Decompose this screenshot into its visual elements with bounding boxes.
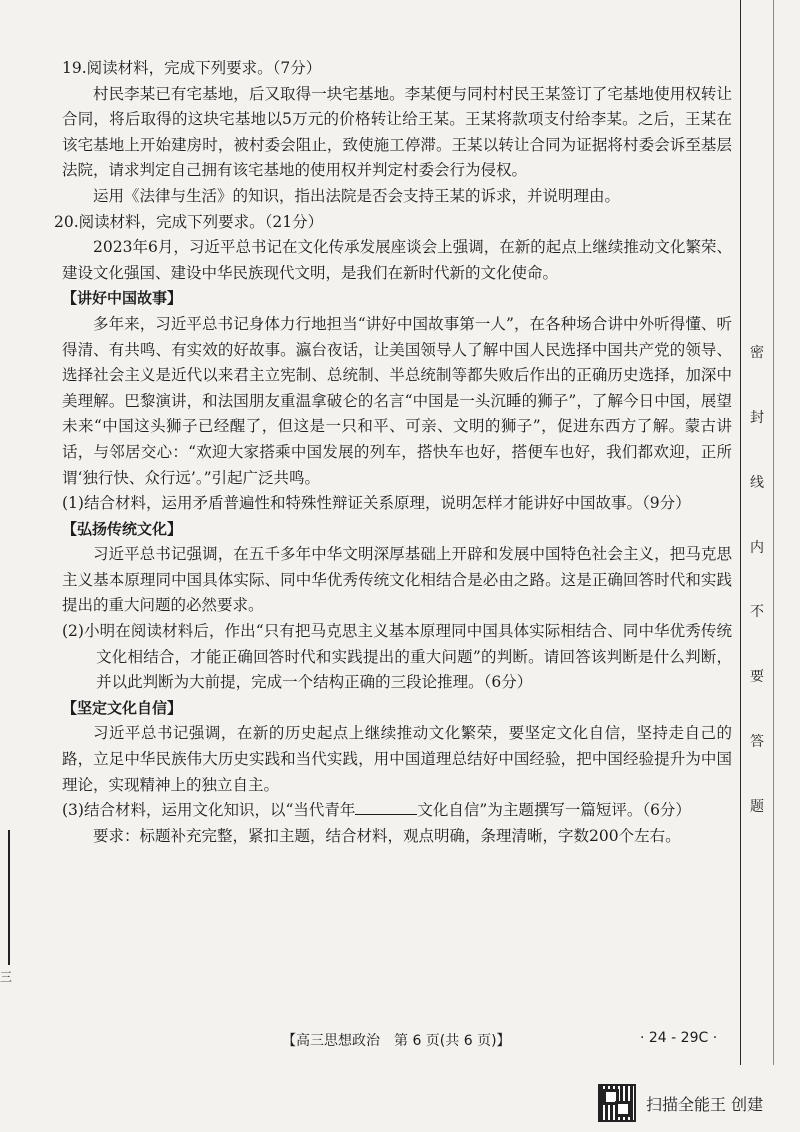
scanner-watermark <box>598 1084 763 1122</box>
seal-char: 答 <box>750 734 764 751</box>
sub-question-1: (1)结合材料，运用矛盾普遍性和特殊性辩证关系原理，说明怎样才能讲好中国故事。（9分） <box>62 494 691 513</box>
seal-char: 线 <box>750 474 764 491</box>
seal-char: 不 <box>750 604 764 621</box>
sub-question-3-requirements: 要求：标题补充完整，紧扣主题，结合材料，观点明确，条理清晰，字数200个左右。 <box>93 826 681 845</box>
scanner-label: 扫描全能王 创建 <box>646 1094 764 1114</box>
qr-code-icon <box>598 1084 636 1122</box>
section-tell-china-stories-title: 【讲好中国故事】 <box>62 289 183 308</box>
seal-char: 内 <box>750 539 764 556</box>
sub-question-3-suffix: 文化自信”为主题撰写一篇短评。（6分） <box>417 801 691 820</box>
section-cultural-confidence-title: 【坚定文化自信】 <box>62 698 183 717</box>
sub-question-2: (2)小明在阅读材料后，作出“只有把马克思主义基本原理同中国具体实际相结合、同中华优秀传统文化相结合，才能正确回答时代和实践提出的重大问题”的判断。请回答该判断是什么判断，并以此判断为大前提，完成一个结构正确的三段论推理。（6分） <box>62 622 732 692</box>
seal-line-notice <box>741 345 773 815</box>
sub-question-3-prefix: (3)结合材料，运用文化知识，以“当代青年 <box>62 801 356 820</box>
seal-char: 封 <box>750 409 764 426</box>
footer-page-info: 【高三思想政治 第 6 页(共 6 页)】 <box>282 1033 511 1049</box>
seal-char: 要 <box>750 669 764 686</box>
question-20-intro: 2023年6月，习近平总书记在文化传承发展座谈会上强调，在新的起点上继续推动文化繁荣、建设文化强国、建设中华民族现代文明，是我们在新时代新的文化使命。 <box>62 238 732 282</box>
question-19-material: 村民李某已有宅基地，后又取得一块宅基地。李某便与同村村民王某签订了宅基地使用权转让合同，将后取得的这块宅基地以5万元的价格转让给王某。王某将款项支付给李某。之后，王某在该宅基地上开始建房时，被村委会阻止，致使施工停滞。王某以转让合同为证据将村委会诉至基层法院，请求判定自己拥有该宅基地的使用权并判定村委会行为侵权。 <box>62 84 732 180</box>
question-19-task: 运用《法律与生活》的知识，指出法院是否会支持王某的诉求，并说明理由。 <box>93 186 621 205</box>
footer-exam-code: · 24 - 29C · <box>640 1030 718 1046</box>
title-fill-blank <box>355 800 417 815</box>
seal-char: 密 <box>750 345 764 361</box>
seal-char: 题 <box>750 798 764 815</box>
page-content <box>54 56 732 849</box>
section-cultural-confidence-text: 习近平总书记强调，在新的历史起点上继续推动文化繁荣，要坚定文化自信，坚持走自己的路，立足中华民族伟大历史实践和当代实践，用中国道理总结好中国经验，把中国经验提升为中国理论，实现精神上的独立自主。 <box>62 724 732 794</box>
sub-question-3 <box>62 798 732 824</box>
section-tell-china-stories-text: 多年来，习近平总书记身体力行地担当“讲好中国故事第一人”，在各种场合讲中外听得懂、听得清、有共鸣、有实效的好故事。瀛台夜话，让美国领导人了解中国人民选择中国共产党的领导、选择社会主义是近代以来君主立宪制、总统制、半总统制等都失败后作出的正确历史选择，加深中美理解。巴黎演讲，和法国朋友重温拿破仑的名言“中国是一头沉睡的狮子”，了解今日中国，展望未来“中国这头狮子已经醒了，但这是一只和平、可亲、文明的狮子”，促进东西方了解。蒙古讲话，与邻居交心：“欢迎大家搭乘中国发展的列车，搭快车也好，搭便车也好，我们都欢迎，正所谓‘独行快、众行远’。”引起广泛共鸣。 <box>62 314 732 487</box>
question-20-heading: 20.阅读材料，完成下列要求。（21分） <box>54 212 324 231</box>
section-traditional-culture-title: 【弘扬传统文化】 <box>62 519 183 538</box>
section-traditional-culture-text: 习近平总书记强调，在五千多年中华文明深厚基础上开辟和发展中国特色社会主义，把马克思主义基本原理同中国具体实际、同中华优秀传统文化相结合是必由之路。这是正确回答时代和实践提出的重大问题的必然要求。 <box>62 545 732 615</box>
left-edge-mark <box>0 830 10 965</box>
question-19-heading: 19.阅读材料，完成下列要求。（7分） <box>62 59 322 77</box>
left-edge-glyph: 三 <box>0 970 13 984</box>
binding-outer-line <box>773 0 774 1065</box>
